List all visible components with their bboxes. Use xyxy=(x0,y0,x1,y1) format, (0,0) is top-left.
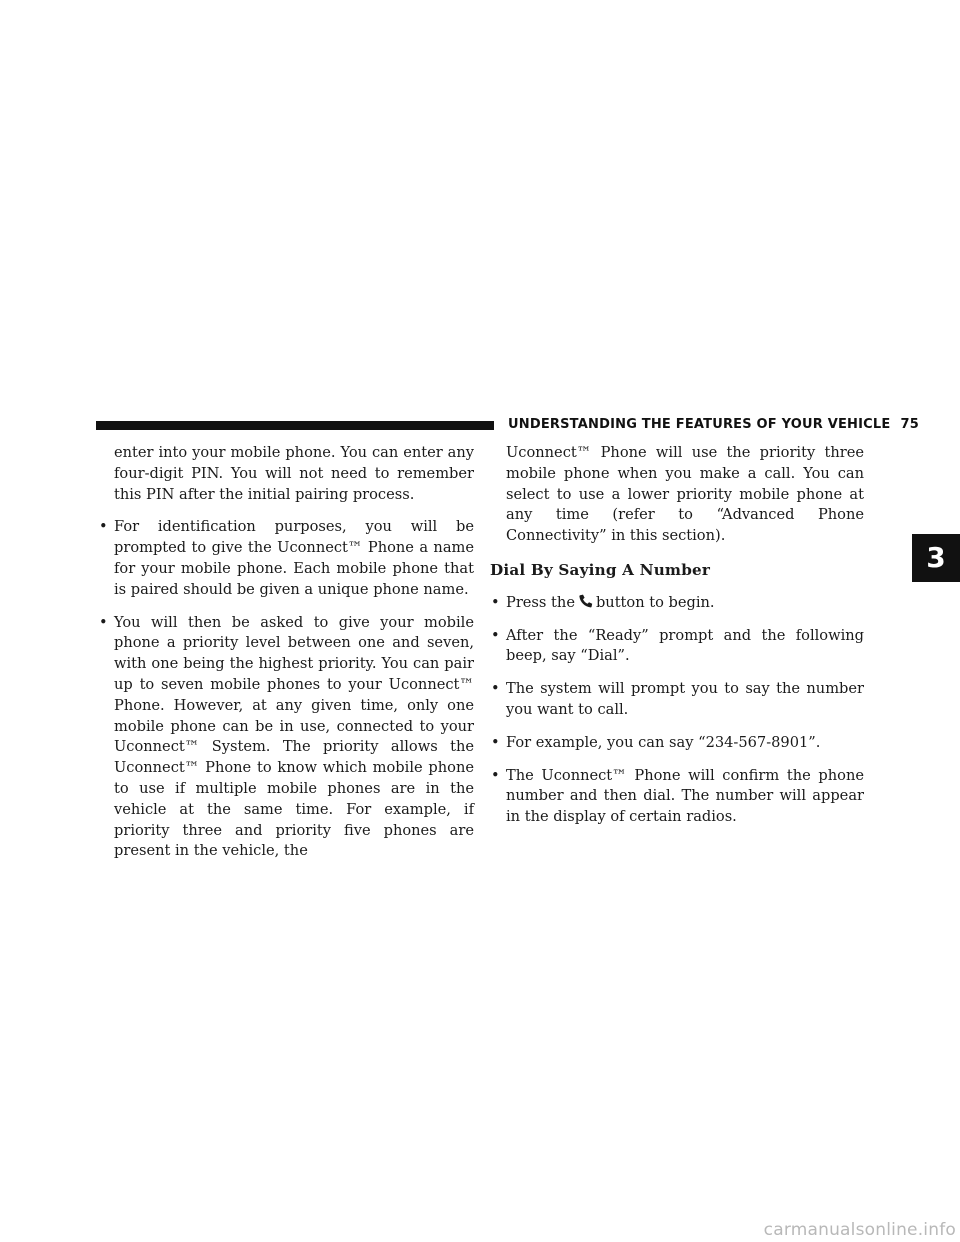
bullet-dot: • xyxy=(491,766,500,784)
phone-handset-icon xyxy=(578,594,594,608)
bullet-text: For identification purposes, you will be prompted to give the Uconnect™ Phone a name for your mobile phone. Each mobile phone that is paired should be given a unique phone name. xyxy=(114,518,474,598)
running-header xyxy=(508,417,919,432)
bullet-item xyxy=(490,733,864,754)
page-number: 75 xyxy=(900,417,919,432)
chapter-tab: 3 xyxy=(912,534,960,582)
bullet-item xyxy=(490,679,864,721)
header-rule xyxy=(96,421,494,430)
bullet-dot: • xyxy=(99,518,108,536)
bullet-dot: • xyxy=(491,593,500,611)
right-continuation-paragraph: Uconnect™ Phone will use the priority three mobile phone when you make a call. You can select to use a lower priority mobile phone at any time (refer to “Advanced Phone Connectivity” in this section). xyxy=(506,444,864,545)
section-heading: Dial By Saying A Number xyxy=(490,560,711,579)
bullet-text: The Uconnect™ Phone will confirm the phone number and then dial. The number will appear in the display of certain radios. xyxy=(506,766,864,826)
bullet-text: After the “Ready” prompt and the following beep, say “Dial”. xyxy=(506,626,864,665)
bullet-dot: • xyxy=(491,626,500,644)
right-column xyxy=(490,443,864,828)
bullet-text-prefix: Press the xyxy=(506,593,575,611)
bullet-dot: • xyxy=(491,733,500,751)
bullet-item xyxy=(490,593,864,614)
left-continuation-paragraph: enter into your mobile phone. You can enter any four-digit PIN. You will not need to remember this PIN after the initial pairing process. xyxy=(114,444,474,503)
bullet-item xyxy=(98,517,474,600)
header-title: UNDERSTANDING THE FEATURES OF YOUR VEHICLE xyxy=(508,417,891,432)
bullet-item xyxy=(490,626,864,668)
bullet-text: For example, you can say “234-567-8901”. xyxy=(506,733,821,751)
bullet-text: The system will prompt you to say the number you want to call. xyxy=(506,680,864,718)
bullet-item xyxy=(490,766,864,828)
left-column xyxy=(98,443,474,862)
watermark: carmanualsonline.info xyxy=(763,1220,956,1240)
bullet-text-suffix: button to begin. xyxy=(595,593,715,611)
bullet-text: You will then be asked to give your mobile phone a priority level between one and seven, with one being the highest priority. You can pair up to seven mobile phones to your Uconnect™ Phone. However, at any given time, only one mobile phone can be in use, connected to your Uconnect™ System. The priority allows the Uconnect™ Phone to know which mobile phone to use if multiple mobile phones are in the vehicle at the same time. For example, if priority three and priority five phones are present in the vehicle, the xyxy=(114,613,474,860)
bullet-item xyxy=(98,613,474,863)
bullet-dot: • xyxy=(491,680,500,698)
bullet-dot: • xyxy=(99,613,108,631)
